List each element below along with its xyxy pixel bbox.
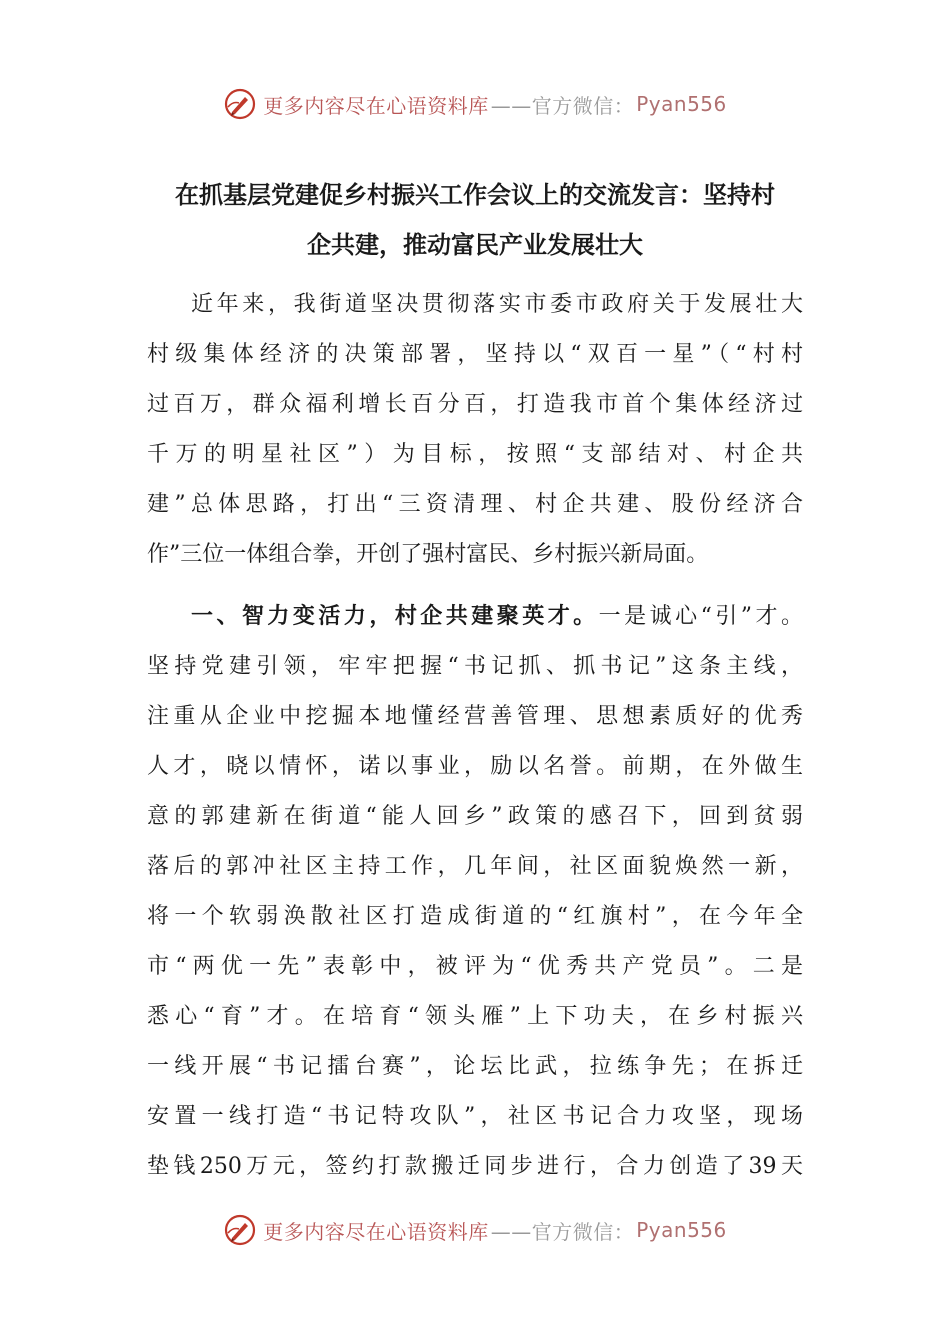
text-line: 意的郭建新在街道“能人回乡”政策的感召下，回到贫弱 <box>147 804 803 829</box>
text-line: 过百万，群众福利增长百分百，打造我市首个集体经济过 <box>147 392 803 417</box>
text-line: 建”总体思路，打出“三资清理、村企共建、股份经济合 <box>147 492 803 517</box>
watermark-text: 更多内容尽在心语资料库 <box>263 93 489 118</box>
text-line: 坚持党建引领，牢牢把握“书记抓、抓书记”这条主线， <box>147 654 803 679</box>
watermark-separator: ——官方微信： <box>490 1219 635 1244</box>
pen-logo-icon <box>223 87 257 121</box>
text-line: 一线开展“书记擂台赛”，论坛比武，拉练争先；在拆迁 <box>147 1054 803 1079</box>
footer-watermark <box>0 1210 950 1250</box>
section-heading: 一、智力变活力，村企共建聚英才。 <box>191 604 599 629</box>
text-line: 垫钱250万元，签约打款搬迁同步进行，合力创造了39天 <box>147 1154 803 1179</box>
text-line: 近年来，我街道坚决贯彻落实市委市政府关于发展壮大 <box>191 292 803 317</box>
text-line: 注重从企业中挖掘本地懂经营善管理、思想素质好的优秀 <box>147 704 803 729</box>
title-line-1: 在抓基层党建促乡村振兴工作会议上的交流发言：坚持村 <box>175 181 775 209</box>
paragraph-section-one <box>147 592 803 1192</box>
text-line: 人才，晓以情怀，诺以事业，励以名誉。前期，在外做生 <box>147 754 803 779</box>
text-line: 作”三位一体组合拳，开创了强村富民、乡村振兴新局面。 <box>147 542 709 567</box>
text-line: 千万的明星社区”）为目标，按照“支部结对、村企共 <box>147 442 803 467</box>
text-line: 落后的郭冲社区主持工作，几年间，社区面貌焕然一新， <box>147 854 803 879</box>
header-watermark <box>0 84 950 124</box>
document-title <box>147 170 803 270</box>
pen-logo-icon <box>223 1213 257 1247</box>
watermark-text: 更多内容尽在心语资料库 <box>263 1219 489 1244</box>
watermark-separator: ——官方微信： <box>490 93 635 118</box>
text-line: 市“两优一先”表彰中，被评为“优秀共产党员”。二是 <box>147 954 803 979</box>
text-line: 悉心“育”才。在培育“领头雁”上下功夫，在乡村振兴 <box>147 1004 803 1029</box>
text-line: 将一个软弱涣散社区打造成街道的“红旗村”，在今年全 <box>147 904 803 929</box>
watermark-wechat-id: Pyan556 <box>636 1218 727 1242</box>
text-line: 安置一线打造“书记特攻队”，社区书记合力攻坚，现场 <box>147 1104 803 1129</box>
text-line <box>147 592 803 642</box>
text-line: 村级集体经济的决策部署，坚持以“双百一星”（“村村 <box>147 342 803 367</box>
title-line-2: 企共建，推动富民产业发展壮大 <box>307 231 643 259</box>
watermark-wechat-id: Pyan556 <box>636 92 727 116</box>
section-heading-rest: 一是诚心“引”才。 <box>598 604 803 629</box>
paragraph-intro <box>147 280 803 580</box>
